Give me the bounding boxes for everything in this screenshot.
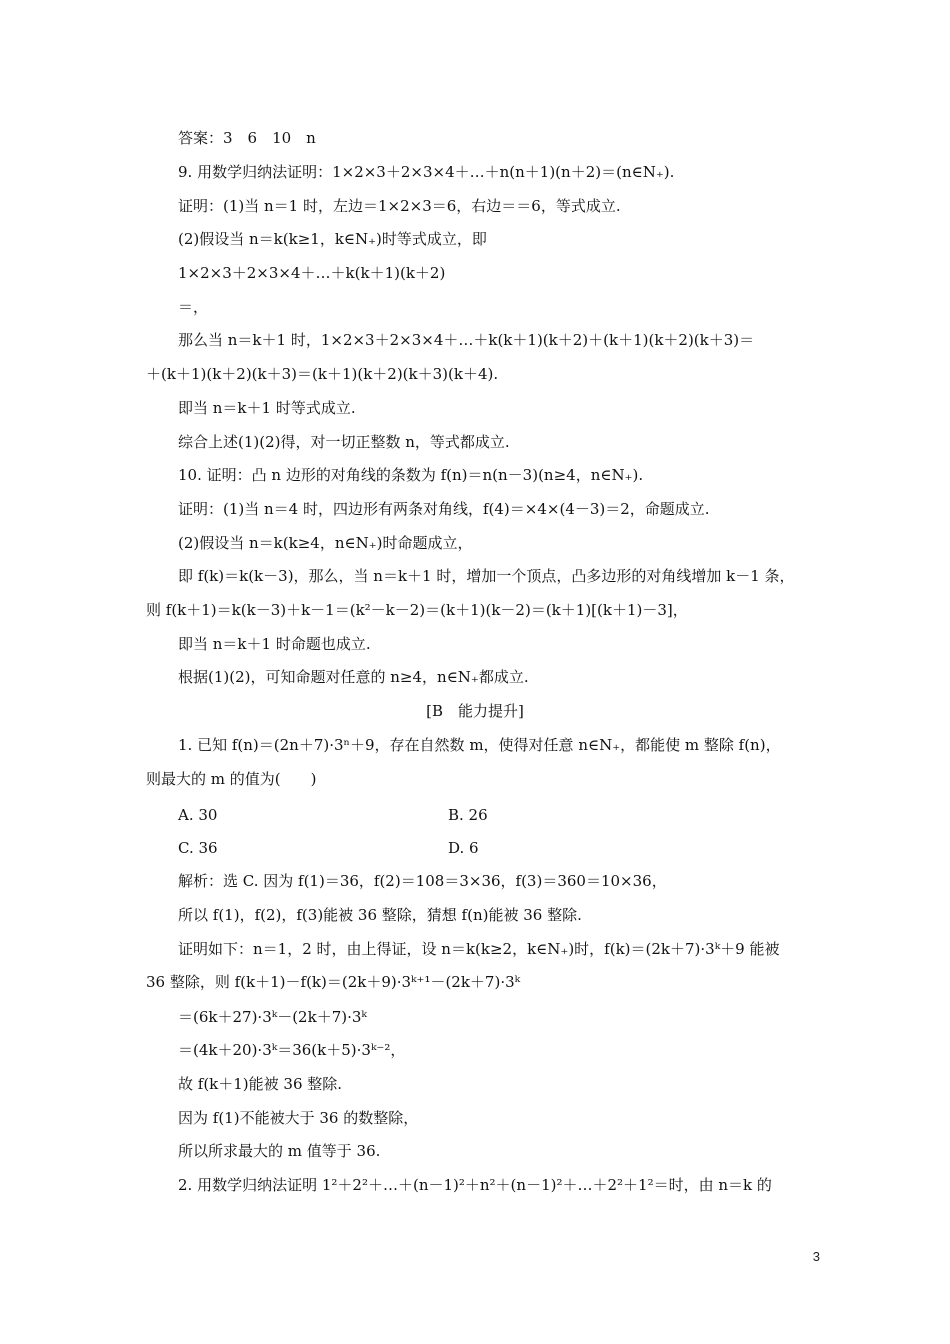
proof-9-conclusion-step: 即当 n＝k＋1 时等式成立.	[178, 399, 356, 417]
proof-9-summary: 综合上述(1)(2)得，对一切正整数 n，等式都成立.	[178, 433, 510, 451]
solution-1-line-6: ＝(4k＋20)·3ᵏ＝36(k＋5)·3ᵏ⁻²，	[178, 1041, 406, 1059]
solution-1-line-2: 所以 f(1)，f(2)，f(3)能被 36 整除，猜想 f(n)能被 36 整除.	[178, 906, 582, 924]
proof-10-conclusion-step: 即当 n＝k＋1 时命题也成立.	[178, 635, 371, 653]
question-1-ask: 则最大的 m 的值为( )	[146, 770, 317, 788]
problem-10-statement: 10. 证明：凸 n 边形的对角线的条数为 f(n)＝n(n－3)(n≥4，n∈N₊).	[178, 466, 644, 484]
proof-10-induction: 即 f(k)＝k(k－3)，那么，当 n＝k＋1 时，增加一个顶点，凸多边形的对角线增加 k－1 条，	[178, 567, 795, 585]
solution-1-line-1: 解析：选 C. 因为 f(1)＝36，f(2)＝108＝3×36，f(3)＝360＝10×36，	[178, 872, 667, 890]
proof-10-step-2: (2)假设当 n＝k(k≥4，n∈N₊)时命题成立，	[178, 534, 473, 552]
solution-1-line-3: 证明如下：n＝1，2 时，由上得证，设 n＝k(k≥2，k∈N₊)时，f(k)＝(2k＋7)·3ᵏ＋9 能被	[178, 940, 780, 958]
problem-9-statement: 9. 用数学归纳法证明：1×2×3＋2×3×4＋…＋n(n＋1)(n＋2)＝(n∈N₊).	[178, 163, 675, 181]
option-b: B. 26	[448, 806, 488, 824]
page-number: 3	[812, 1249, 820, 1264]
solution-1-line-7: 故 f(k＋1)能被 36 整除.	[178, 1075, 343, 1093]
proof-9-hypothesis: 1×2×3＋2×3×4＋…＋k(k＋1)(k＋2)	[178, 264, 446, 282]
solution-1-line-4: 36 整除，则 f(k＋1)－f(k)＝(2k＋9)·3ᵏ⁺¹－(2k＋7)·3ᵏ	[146, 973, 521, 991]
proof-9-equals: ＝，	[178, 298, 209, 316]
question-1-statement: 1. 已知 f(n)＝(2n＋7)·3ⁿ＋9，存在自然数 m，使得对任意 n∈N₊，都能使 m 整除 f(n)，	[178, 736, 781, 754]
option-a: A. 30	[178, 806, 218, 824]
proof-9-induction-cont: ＋(k＋1)(k＋2)(k＋3)＝(k＋1)(k＋2)(k＋3)(k＋4).	[146, 365, 499, 383]
option-c: C. 36	[178, 839, 218, 857]
proof-9-induction: 那么当 n＝k＋1 时，1×2×3＋2×3×4＋…＋k(k＋1)(k＋2)＋(k＋1)(k＋2)(k＋3)＝	[178, 331, 755, 349]
question-2-statement: 2. 用数学归纳法证明 1²＋2²＋…＋(n－1)²＋n²＋(n－1)²＋…＋2²＋1²＝时，由 n＝k 的	[178, 1176, 772, 1194]
option-d: D. 6	[448, 839, 479, 857]
solution-1-line-5: ＝(6k＋27)·3ᵏ－(2k＋7)·3ᵏ	[178, 1008, 367, 1026]
section-heading: [B 能力提升]	[426, 702, 524, 720]
proof-9-step-1: 证明：(1)当 n＝1 时，左边＝1×2×3＝6，右边＝＝6，等式成立.	[178, 197, 621, 215]
proof-10-calculation: 则 f(k＋1)＝k(k－3)＋k－1＝(k²－k－2)＝(k＋1)(k－2)＝(k＋1)[(k＋1)－3]，	[146, 601, 688, 619]
proof-10-summary: 根据(1)(2)，可知命题对任意的 n≥4，n∈N₊都成立.	[178, 668, 529, 686]
proof-9-step-2: (2)假设当 n＝k(k≥1，k∈N₊)时等式成立，即	[178, 230, 487, 248]
proof-10-step-1: 证明：(1)当 n＝4 时，四边形有两条对角线，f(4)＝×4×(4－3)＝2，命题成立.	[178, 500, 710, 518]
solution-1-line-9: 所以所求最大的 m 值等于 36.	[178, 1142, 381, 1160]
solution-1-line-8: 因为 f(1)不能被大于 36 的数整除，	[178, 1109, 419, 1127]
answer-line: 答案：3 6 10 n	[178, 129, 316, 147]
